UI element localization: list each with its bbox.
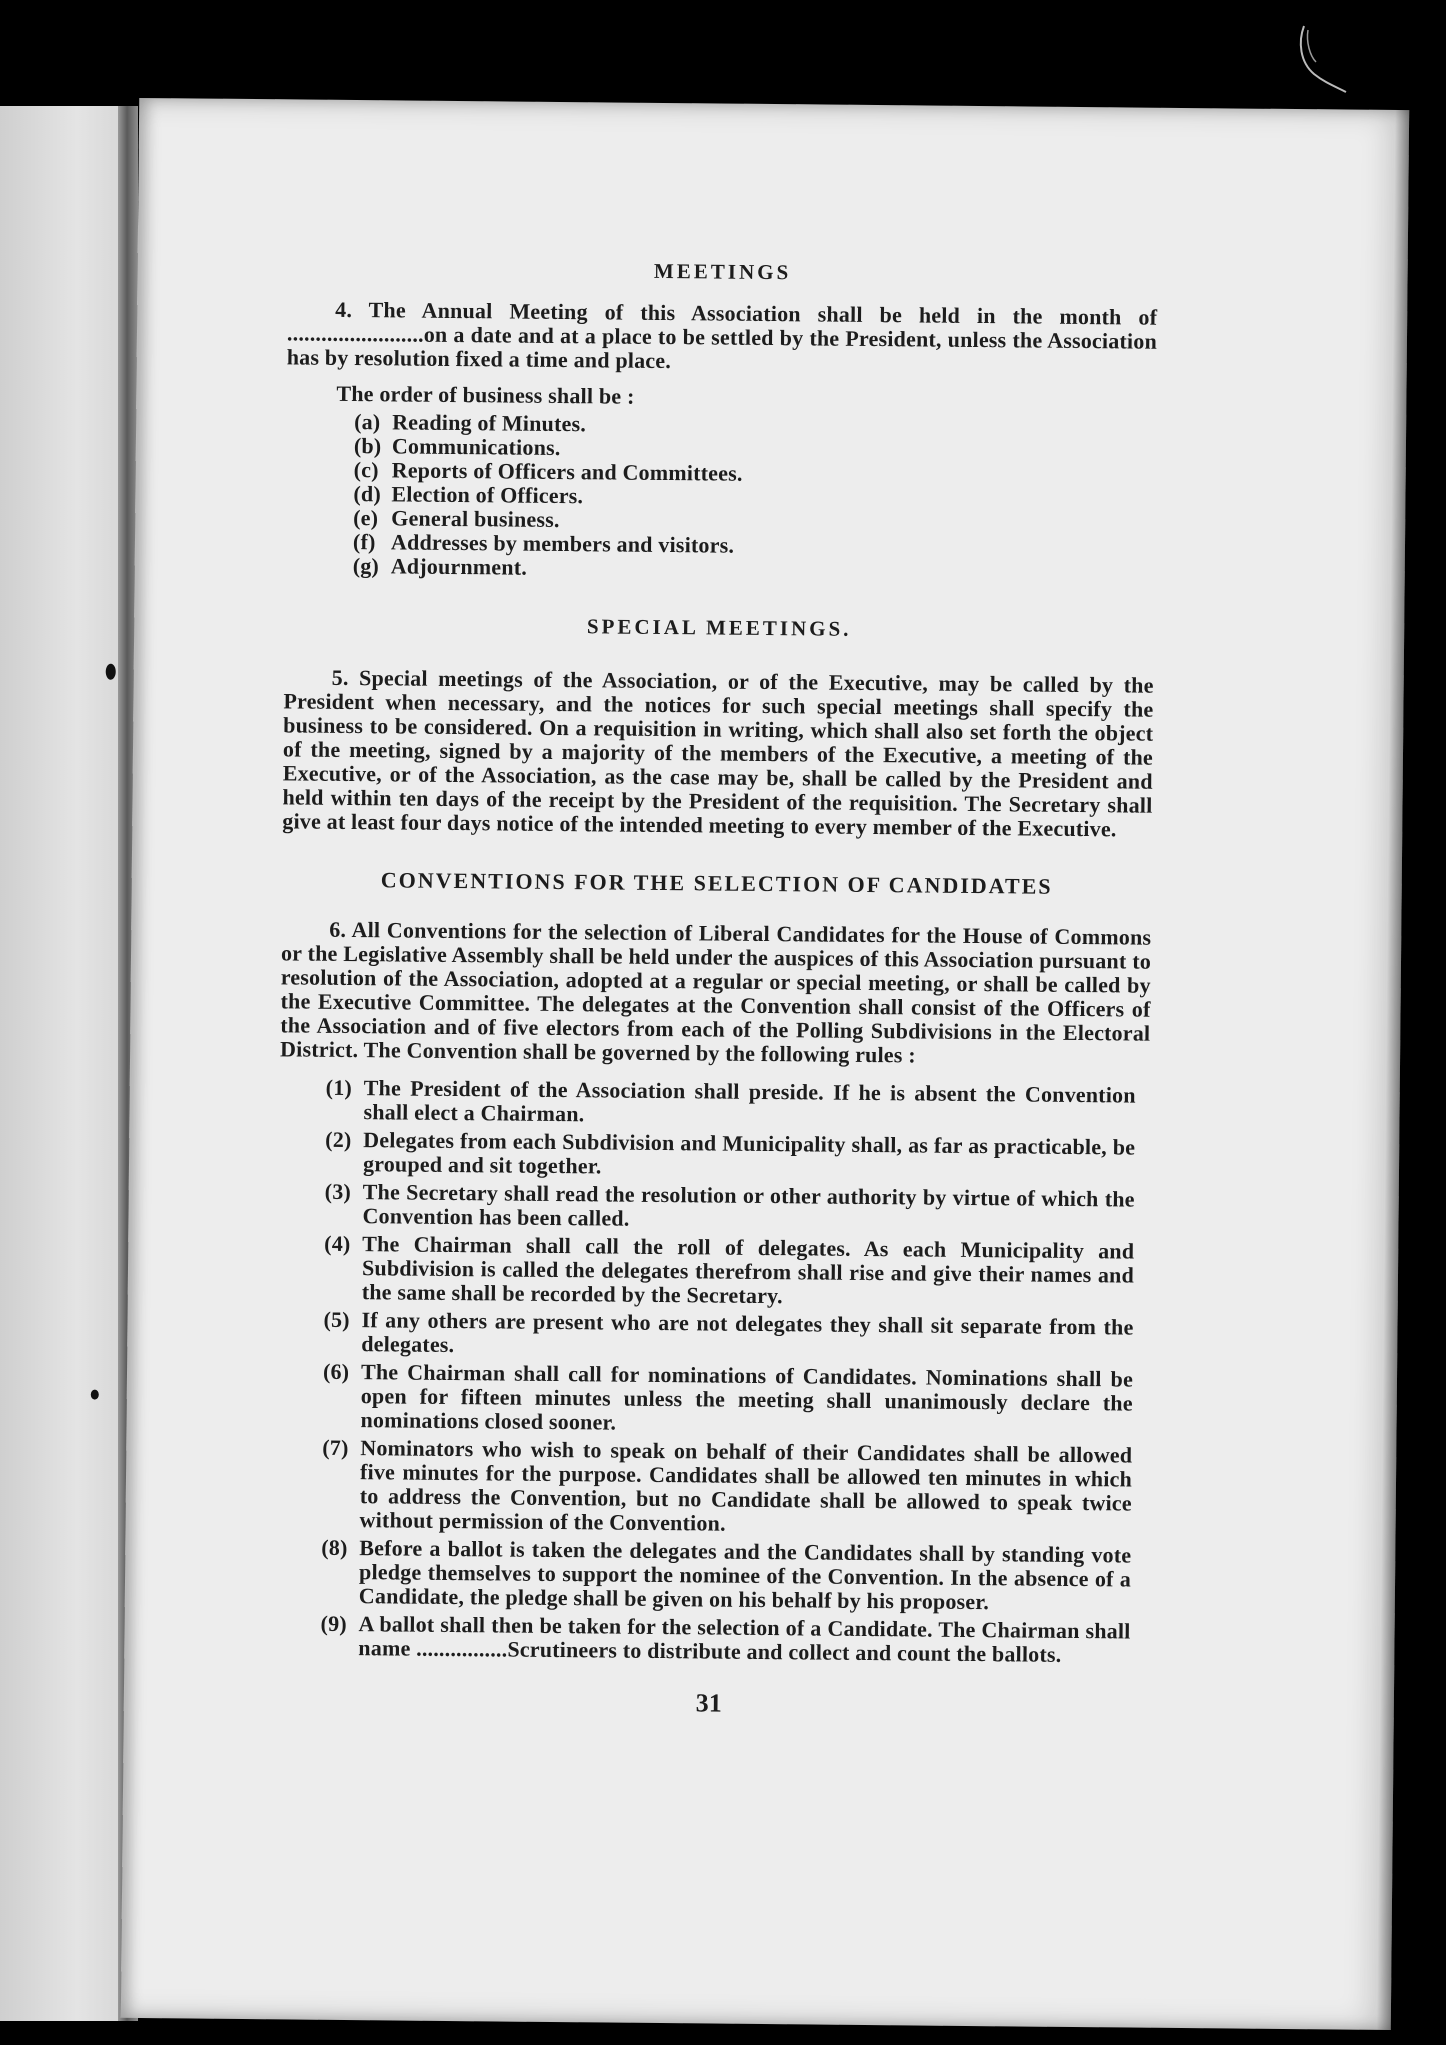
document-page xyxy=(121,98,1409,2030)
rule-item: (2) Delegates from each Subdivision and Municipality shall, as far as practicable, be grouped and sit together. xyxy=(325,1126,1136,1179)
paragraph-5: 5. Special meetings of the Association, or of the Executive, may be called by the President when necessary, and the notices for such special meetings shall specify the business to be considered. On a requisition in writing, which shall also set forth the object of the meeting, signed by a majority of the members of the Executive, a meeting of the Executive, or of the Association, as the case may be, shall be called by the President and held within ten days of the receipt by the President of the requisition. The Secretary shall give at least four days notice of the intended meeting to every member of the Executive. xyxy=(282,664,1154,842)
list-item: (d) Election of Officers. xyxy=(353,481,584,509)
paragraph-6: 6. All Conventions for the selection of Liberal Candidates for the House of Commons or the Legislative Assembly shall be held under the auspices of this Association pursuant to resolution of the Association, adopted at a regular or special meeting, or shall be called by the Executive Committee. The delegates at the Convention shall consist of the Officers of the Association and of five electors from each of the Polling Subdivisions in the Electoral District. The Convention shall be governed by the following rules : xyxy=(280,916,1152,1068)
order-of-business-heading: The order of business shall be : xyxy=(336,380,635,409)
rule-item: (5) If any others are present who are not delegates they shall sit separate from the delegates. xyxy=(323,1306,1134,1358)
rule-item: (1) The President of the Association shall preside. If he is absent the Convention shall elect a Chairman. xyxy=(325,1074,1136,1127)
document-content xyxy=(274,255,1158,1719)
heading-meetings: MEETINGS xyxy=(653,258,792,285)
rule-item: (4) The Chairman shall call the roll of delegates. As each Municipality and Subdivision is called the delegates therefrom shall rise and give their names and the same shall be recorded by the Secretary. xyxy=(324,1230,1135,1309)
page-number: 31 xyxy=(695,1688,723,1718)
heading-conventions: CONVENTIONS FOR THE SELECTION OF CANDIDATES xyxy=(380,867,1053,899)
rule-item: (6) The Chairman shall call for nominations of Candidates. Nominations shall be open for fifteen minutes unless the meeting shall unanimously declare the nominations closed sooner. xyxy=(322,1358,1134,1435)
rule-item: (8) Before a ballot is taken the delegates and the Candidates shall by standing vote pledge themselves to support the nominee of the Convention. In the absence of a Candidate, the pledge shall be given on his behalf by his proposer. xyxy=(321,1534,1132,1615)
rule-item: (7) Nominators who wish to speak on behalf of their Candidates shall be allowed five minutes for the purpose. Candidates shall be allowed ten minutes in which to address the Convention, but no Candidate shall be allowed to speak twice without permission of the Convention. xyxy=(322,1434,1133,1536)
scan-artifact-mark xyxy=(1294,22,1350,96)
list-item: (f) Addresses by members and visitors. xyxy=(352,529,735,558)
rule-item: (3) The Secretary shall read the resolution or other authority by virtue of which the Convention has been called. xyxy=(324,1178,1135,1231)
list-item: (c) Reports of Officers and Committees. xyxy=(353,457,743,486)
list-item: (g) Adjournment. xyxy=(352,553,528,580)
rule-item: (9) A ballot shall then be taken for the selection of a Candidate. The Chairman shall name ................Scrutineers to distribute and collect and count the ballots. xyxy=(320,1610,1131,1667)
list-item: (b) Communications. xyxy=(353,433,561,461)
convention-rules-list xyxy=(274,1075,1150,1667)
paragraph-4: 4. The Annual Meeting of this Association shall be held in the month of ........................on a date and at a place to be settled by the President, unless the Association has by resolution fixed a time and place. xyxy=(286,296,1158,374)
order-of-business-list xyxy=(353,410,1157,586)
margin-speck xyxy=(91,1390,99,1400)
facing-page xyxy=(0,106,128,2021)
list-item: (e) General business. xyxy=(353,505,560,533)
list-item: (a) Reading of Minutes. xyxy=(354,409,587,437)
heading-special-meetings: SPECIAL MEETINGS. xyxy=(586,614,852,641)
